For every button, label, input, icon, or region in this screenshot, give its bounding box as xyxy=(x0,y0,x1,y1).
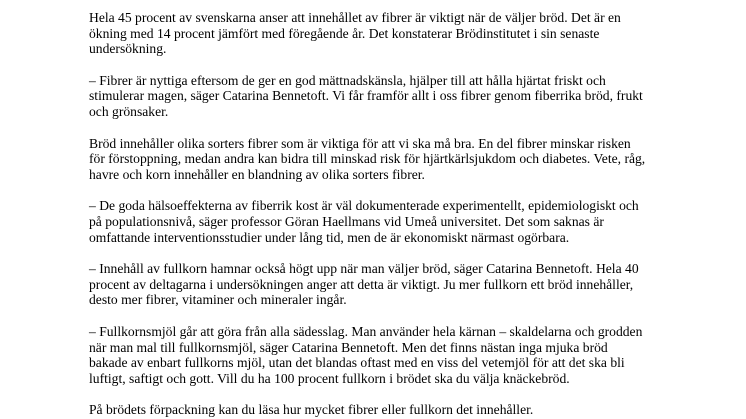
paragraph-6 xyxy=(89,324,689,386)
article-body xyxy=(89,10,689,419)
text-line: luftigt, saftigt och gott. Vill du ha 100 procent fullkorn i brödet ska du välja knäckebröd. xyxy=(89,370,570,386)
paragraph-1 xyxy=(89,10,689,57)
text-line: stimulerar magen, säger Catarina Bennetoft. Vi får framför allt i oss fibrer genom fiberrika bröd, frukt xyxy=(89,88,643,104)
text-line: bakade av enbart fullkorns mjöl, utan det blandas oftast med en viss del vetemjöl för att det ska bli xyxy=(89,355,625,371)
text-line: och grönsaker. xyxy=(89,103,169,119)
paragraph-2 xyxy=(89,73,689,120)
text-line: desto mer fibrer, vitaminer och mineraler ingår. xyxy=(89,292,347,308)
text-line: för förstoppning, medan andra kan bidra till minskad risk för hjärtkärlsjukdom och diabetes. Vete, råg, xyxy=(89,151,646,167)
text-line: På brödets förpackning kan du läsa hur mycket fibrer eller fullkorn det innehåller. xyxy=(89,402,534,418)
paragraph-7 xyxy=(89,402,689,418)
text-line: Bröd innehåller olika sorters fibrer som är viktiga för att vi ska må bra. En del fibrer minskar risken xyxy=(89,135,631,151)
paragraph-5 xyxy=(89,261,689,308)
text-line: – Fibrer är nyttiga eftersom de ger en god mättnadskänsla, hjälper till att hålla hjärtat friskt och xyxy=(89,72,606,88)
text-line: procent av deltagarna i undersökningen anger att detta är viktigt. Ju mer fullkorn ett bröd innehåller, xyxy=(89,276,634,292)
text-line: omfattande interventionsstudier under lång tid, men de är ekonomiskt närmast ogörbara. xyxy=(89,229,570,245)
text-line: på populationsnivå, säger professor Göran Haellmans vid Umeå universitet. Det som saknas är xyxy=(89,213,604,229)
paragraph-4 xyxy=(89,198,689,245)
text-line: Hela 45 procent av svenskarna anser att innehållet av fibrer är viktigt när de väljer bröd. Det är en xyxy=(89,10,621,25)
text-line: – Innehåll av fullkorn hamnar också högt upp när man väljer bröd, säger Catarina Bennetoft. Hela 40 xyxy=(89,261,639,277)
text-line: – Fullkornsmjöl går att göra från alla sädesslag. Man använder hela kärnan – skaldelarna och grodden xyxy=(89,323,643,339)
text-line: ökning med 14 procent jämfört med föregående år. Det konstaterar Brödinstitutet i sin senaste xyxy=(89,25,600,41)
paragraph-3 xyxy=(89,136,689,183)
text-line: undersökning. xyxy=(89,41,167,57)
text-line: havre och korn innehåller en blandning av olika sorters fibrer. xyxy=(89,166,425,182)
text-line: – De goda hälsoeffekterna av fiberrik kost är väl dokumenterade experimentellt, epidemiologiskt och xyxy=(89,198,639,214)
text-line: när man mal till fullkornsmjöl, säger Catarina Bennetoft. Men det finns nästan inga mjuka bröd xyxy=(89,339,608,355)
